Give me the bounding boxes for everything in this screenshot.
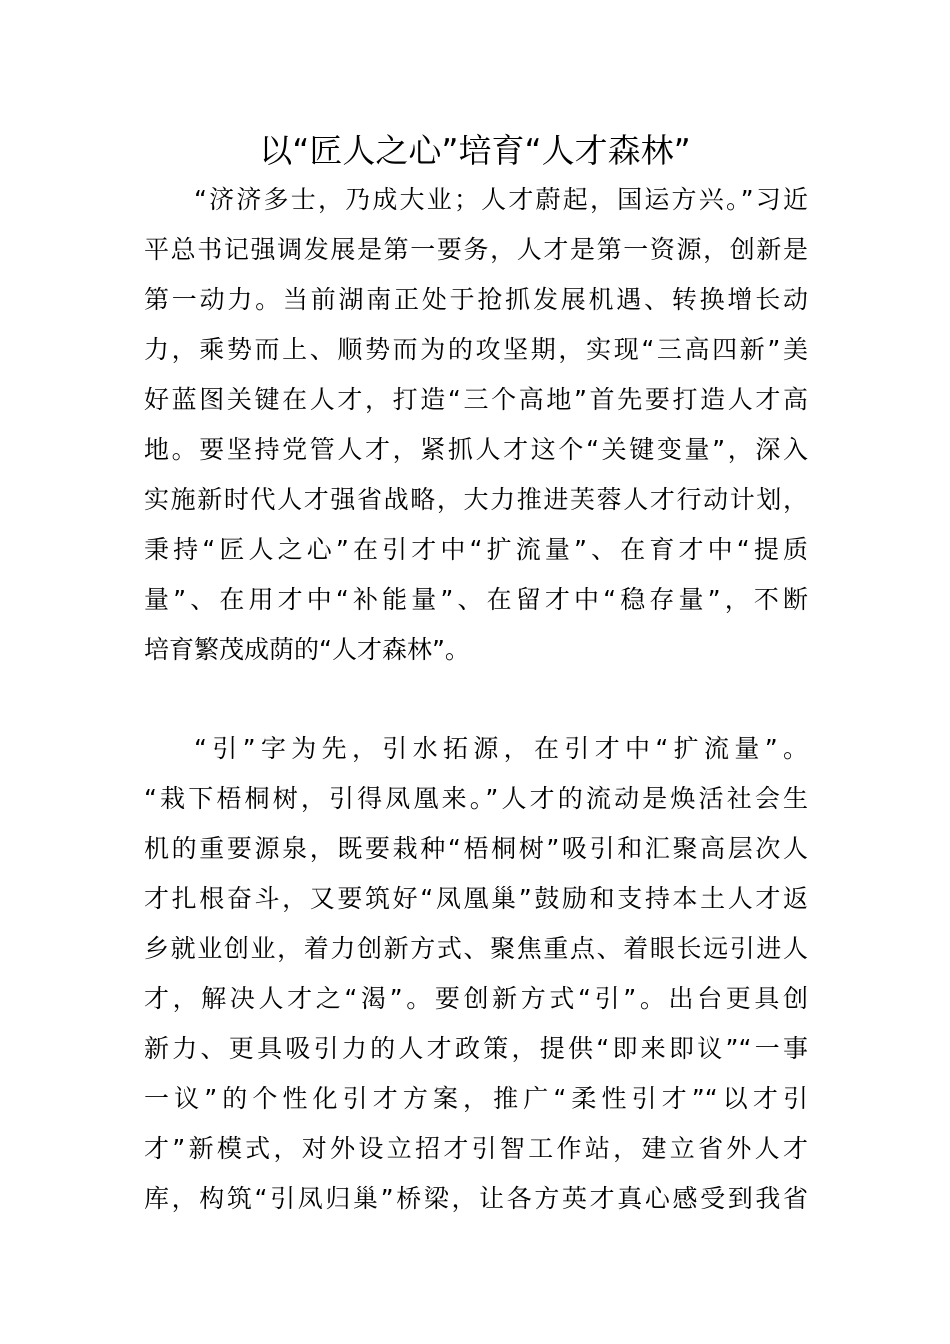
paragraph-line: 地。要坚持党管人才，紧抓人才这个“关键变量”，深入 [144, 435, 808, 464]
paragraph-line: “栽下梧桐树，引得凤凰来。”人才的流动是焕活社会生 [144, 784, 808, 813]
paragraph-line: “济济多士，乃成大业；人才蔚起，国运方兴。”习近 [194, 185, 808, 214]
paragraph-line: “引”字为先，引水拓源，在引才中“扩流量”。 [194, 734, 808, 763]
paragraph-line: 库，构筑“引凤归巢”桥梁，让各方英才真心感受到我省 [144, 1184, 808, 1213]
document-title: 以“匠人之心”培育“人才森林” [259, 131, 691, 170]
paragraph-line: 平总书记强调发展是第一要务，人才是第一资源，创新是 [144, 235, 808, 264]
paragraph-line: 培育繁茂成荫的“人才森林”。 [144, 635, 470, 664]
paragraph-line: 新力、更具吸引力的人才政策，提供“即来即议”“一事 [144, 1034, 808, 1063]
paragraph-line: 力，乘势而上、顺势而为的攻坚期，实现“三高四新”美 [144, 335, 808, 364]
paragraph-line: 才，解决人才之“渴”。要创新方式“引”。出台更具创 [144, 984, 808, 1013]
paragraph-line: 乡就业创业，着力创新方式、聚焦重点、着眼长远引进人 [144, 934, 808, 963]
paragraph-line: 好蓝图关键在人才，打造“三个高地”首先要打造人才高 [144, 385, 808, 414]
paragraph-line: 才扎根奋斗，又要筑好“凤凰巢”鼓励和支持本土人才返 [144, 884, 808, 913]
paragraph-line: 秉持“匠人之心”在引才中“扩流量”、在育才中“提质 [144, 535, 808, 564]
paragraph-line: 量”、在用才中“补能量”、在留才中“稳存量”，不断 [144, 585, 808, 614]
paragraph-line: 才”新模式，对外设立招才引智工作站，建立省外人才 [144, 1134, 808, 1163]
paragraph-line: 机的重要源泉，既要栽种“梧桐树”吸引和汇聚高层次人 [144, 834, 808, 863]
paragraph-line: 实施新时代人才强省战略，大力推进芙蓉人才行动计划， [144, 485, 808, 514]
paragraph-line: 第一动力。当前湖南正处于抢抓发展机遇、转换增长动 [144, 285, 808, 314]
paragraph-line: 一议”的个性化引才方案，推广“柔性引才”“以才引 [144, 1084, 808, 1113]
